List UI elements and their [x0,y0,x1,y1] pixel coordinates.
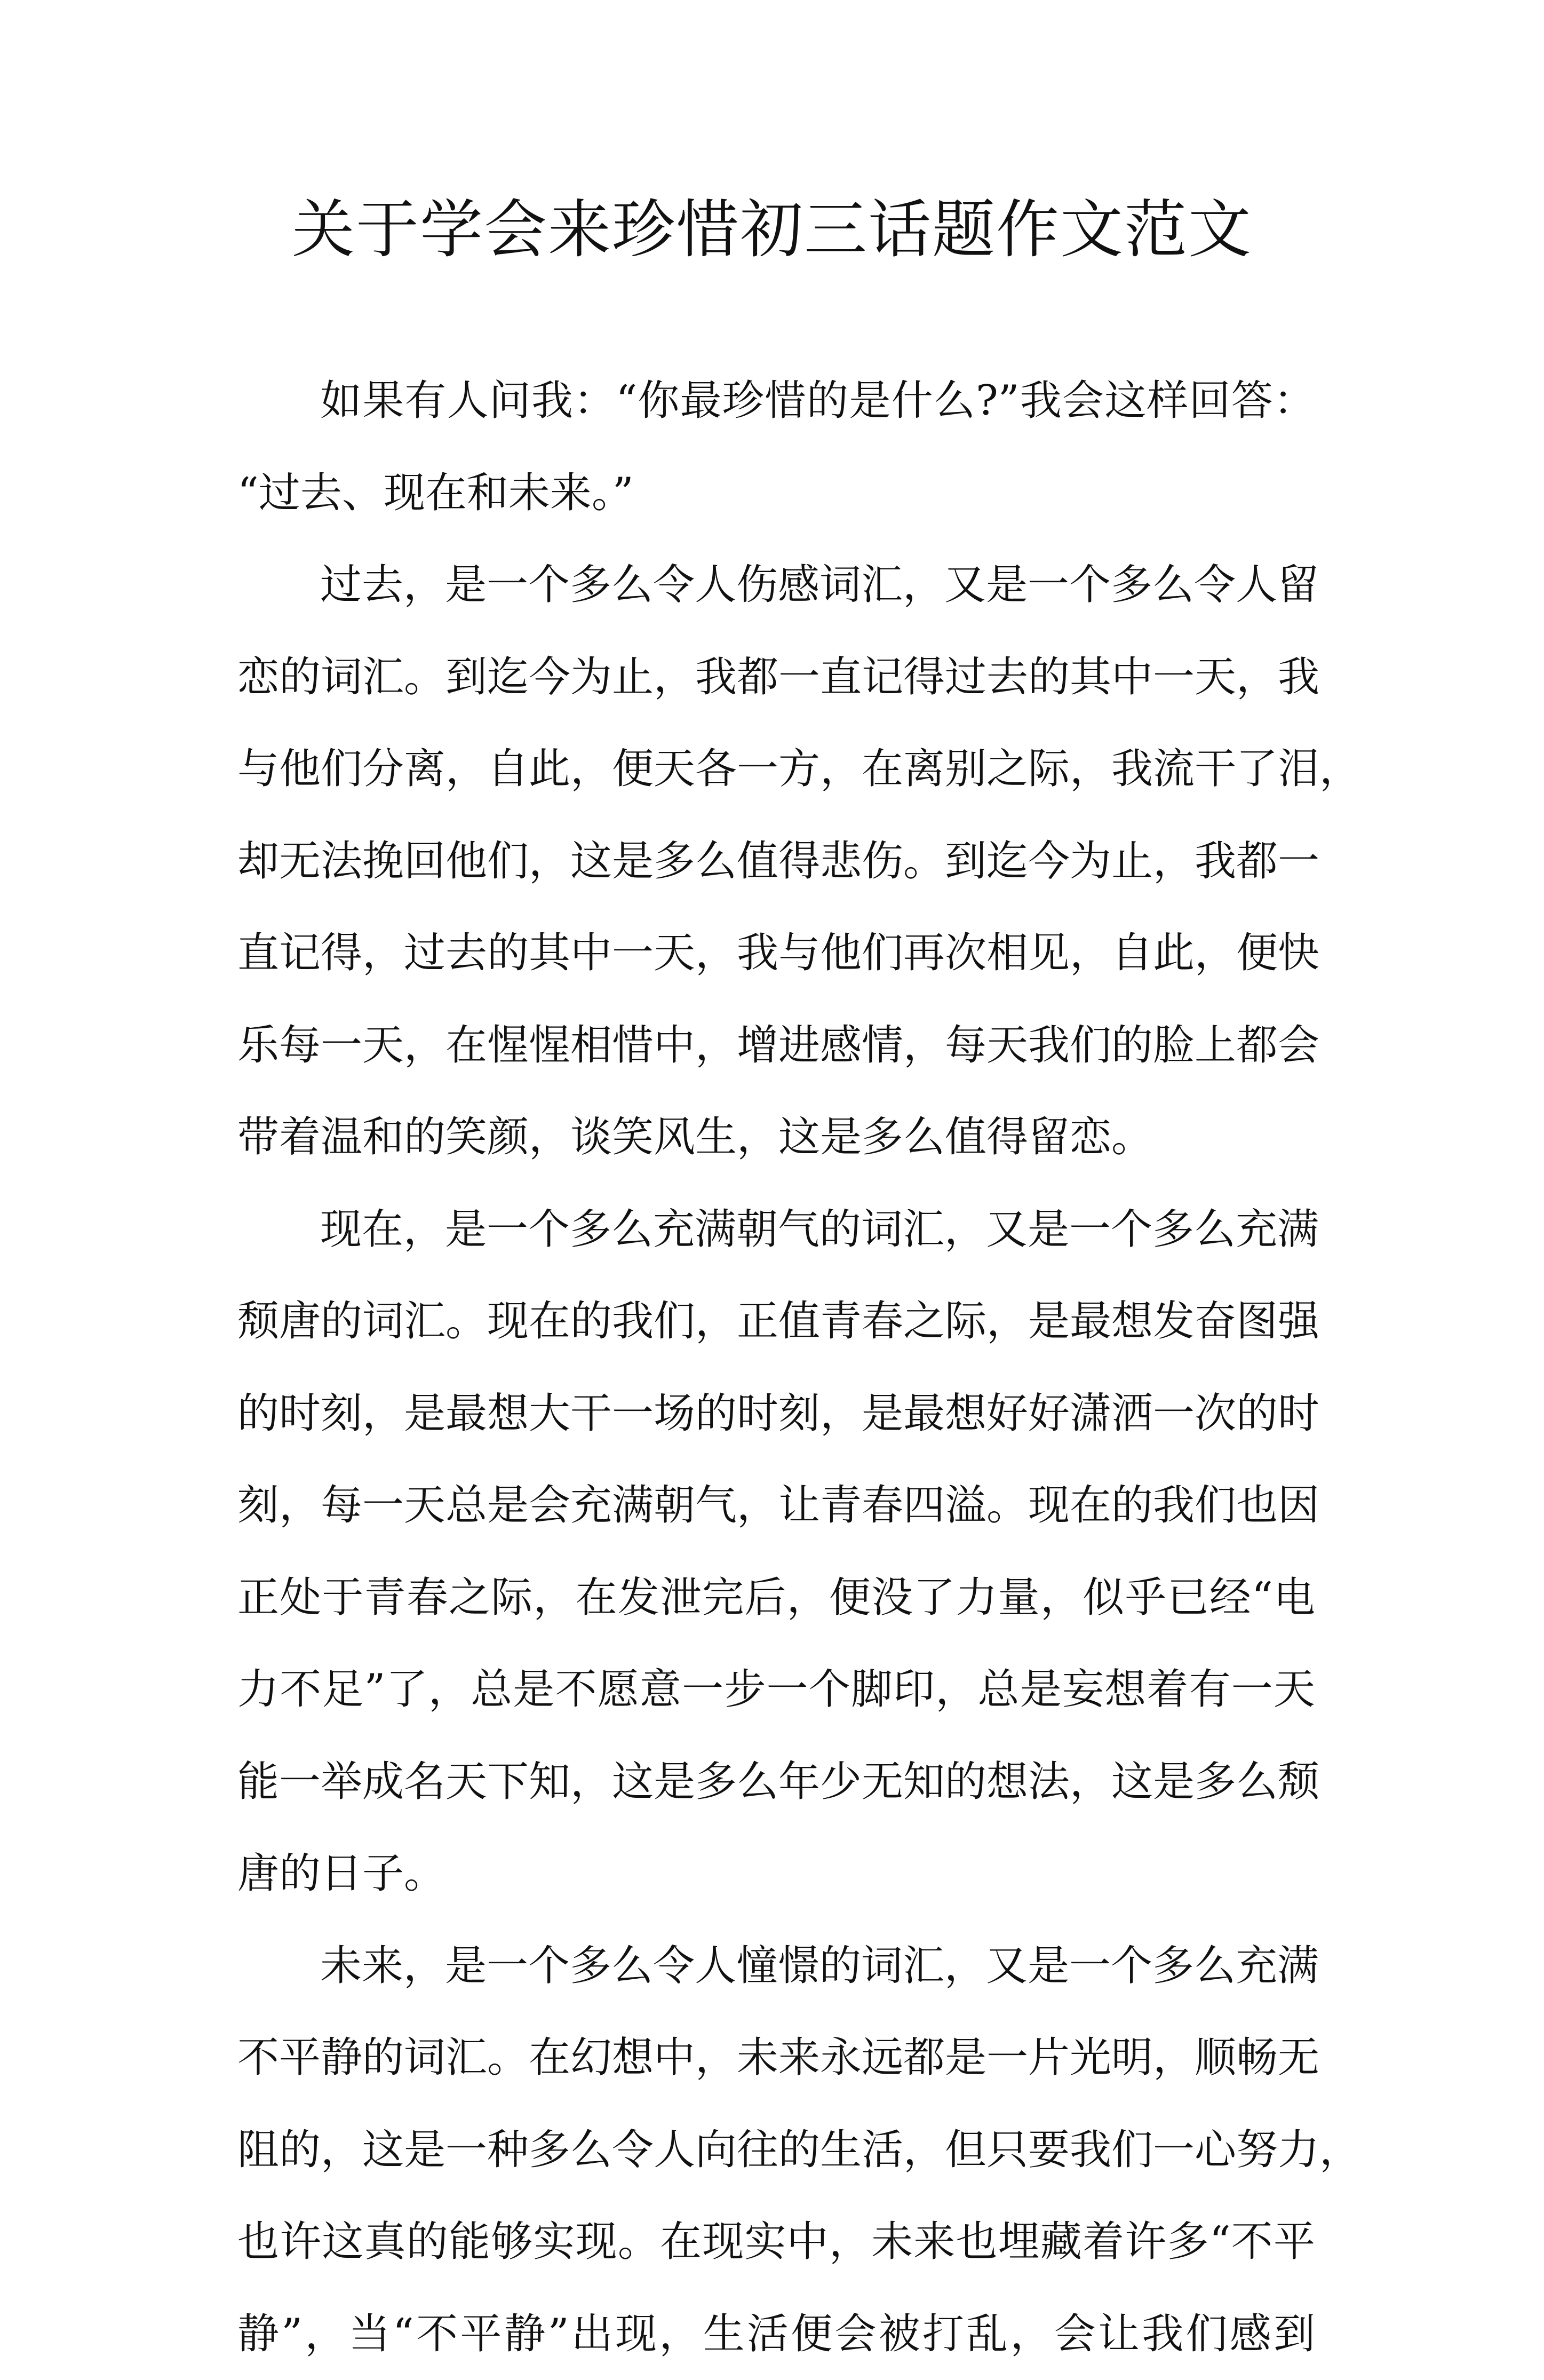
text-line: 过去，是一个多么令人伤感词汇，又是一个多么令人留 [237,539,1315,631]
text-line: 带着温和的笑颜，谈笑风生，这是多么值得留恋。 [237,1091,1315,1184]
text-line: 与他们分离，自此，便天各一方，在离别之际，我流干了泪， [237,723,1315,815]
text-line: 乐每一天，在惺惺相惜中，增进感情，每天我们的脸上都会 [237,999,1315,1092]
text-line: 力不足”了，总是不愿意一步一个脚印，总是妄想着有一天 [237,1644,1315,1736]
text-line: 颓唐的词汇。现在的我们，正值青春之际，是最想发奋图强 [237,1275,1315,1368]
text-line: 如果有人问我：“你最珍惜的是什么?”我会这样回答： [237,355,1315,447]
text-line: 现在，是一个多么充满朝气的词汇，又是一个多么充满 [237,1184,1315,1276]
text-line: 静”，当“不平静”出现，生活便会被打乱，会让我们感到 [237,2288,1315,2380]
text-line: 不平静的词汇。在幻想中，未来永远都是一片光明，顺畅无 [237,2012,1315,2104]
text-line: 的时刻，是最想大干一场的时刻，是最想好好潇洒一次的时 [237,1368,1315,1460]
text-line: 却无法挽回他们，这是多么值得悲伤。到迄今为止，我都一 [237,815,1315,908]
text-line: 也许这真的能够实现。在现实中，未来也埋藏着许多“不平 [237,2196,1315,2288]
document-title: 关于学会来珍惜初三话题作文范文 [0,189,1544,269]
text-line: 刻，每一天总是会充满朝气，让青春四溢。现在的我们也因 [237,1459,1315,1552]
text-line: 未来，是一个多么令人憧憬的词汇，又是一个多么充满 [237,1920,1315,2012]
text-line: 阻的，这是一种多么令人向往的生活，但只要我们一心努力， [237,2104,1315,2196]
text-line: 能一举成名天下知，这是多么年少无知的想法，这是多么颓 [237,1736,1315,1828]
text-line: 唐的日子。 [237,1828,1315,1920]
document-body [237,355,1315,2380]
text-line: “过去、现在和未来。” [237,447,1315,540]
text-line: 恋的词汇。到迄今为止，我都一直记得过去的其中一天，我 [237,631,1315,724]
text-line: 正处于青春之际，在发泄完后，便没了力量，似乎已经“电 [237,1552,1315,1644]
text-line: 直记得，过去的其中一天，我与他们再次相见，自此，便快 [237,907,1315,999]
